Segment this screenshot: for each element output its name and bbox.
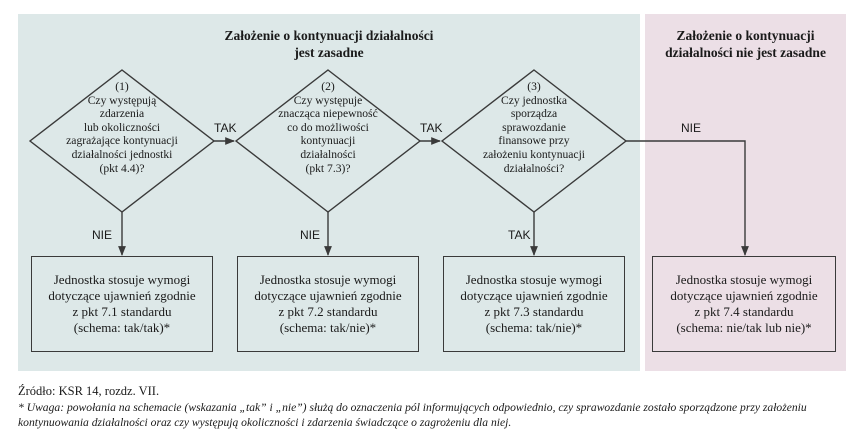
source-note: Źródło: KSR 14, rozdz. VII. (18, 384, 160, 398)
decision-1-line: Czy występują (87, 93, 157, 107)
footnote: * Uwaga: powołania na schemacie (wskazania „tak” i „nie”) służą do oznaczenia pól informujących odpowiednio, czy sprawozdanie zostało sporządzone przy założeniu kontynuowania działalności oraz czy występują okoliczności i zdarzenia świadczące o zagrożeniu dla niej. (18, 401, 807, 429)
right-heading-line-1: Założenie o kontynuacji (676, 28, 815, 43)
decision-3-line: działalności? (503, 161, 565, 175)
outcome-box-3 (443, 256, 625, 352)
decision-1-line: (pkt 4.4)? (99, 161, 145, 175)
decision-1-line: zdarzenia (99, 107, 145, 121)
outcome-3-line: dotyczące ujawnień zgodnie (460, 288, 608, 303)
left-heading-line-1: Założenie o kontynuacji działalności (224, 28, 434, 43)
outcome-1-line: z pkt 7.1 standardu (72, 304, 172, 319)
outcome-2-line: z pkt 7.2 standardu (278, 304, 378, 319)
outcome-2-line: dotyczące ujawnień zgodnie (254, 288, 402, 303)
label-d3-nie: NIE (681, 121, 702, 135)
decision-2-line: (2) (321, 80, 335, 93)
outcome-2-line: Jednostka stosuje wymogi (259, 272, 397, 287)
decision-3-line: Czy jednostka (500, 93, 567, 107)
outcome-3-line: z pkt 7.3 standardu (484, 304, 584, 319)
outcome-1-line: Jednostka stosuje wymogi (53, 272, 191, 287)
left-heading-line-2: jest zasadne (294, 45, 364, 60)
decision-2-text (258, 80, 398, 175)
outcome-4-line: Jednostka stosuje wymogi (675, 272, 813, 287)
outcome-4-line: (schema: nie/tak lub nie)* (676, 320, 812, 335)
label-d1-tak: TAK (214, 121, 237, 135)
label-d3-tak: TAK (508, 228, 531, 242)
label-d2-tak: TAK (420, 121, 443, 135)
decision-2-line: działalności (300, 147, 356, 161)
decision-3-text (464, 80, 604, 175)
outcome-box-2 (237, 256, 419, 352)
decision-1-line: (1) (115, 80, 129, 93)
decision-3-line: sporządza (510, 107, 558, 121)
outcome-3-line: (schema: tak/nie)* (485, 320, 583, 335)
decision-1-text (52, 80, 192, 175)
decision-3-line: założeniu kontynuacji (482, 147, 586, 161)
decision-3-line: sprawozdanie (502, 120, 566, 134)
decision-2-line: Czy występuje (293, 93, 363, 107)
outcome-box-4 (652, 256, 836, 352)
decision-1-line: działalności jednostki (71, 147, 173, 161)
decision-3-line: finansowe przy (498, 134, 570, 148)
decision-3-line: (3) (527, 80, 541, 93)
outcome-1-line: dotyczące ujawnień zgodnie (48, 288, 196, 303)
outcome-4-line: dotyczące ujawnień zgodnie (670, 288, 818, 303)
label-d1-nie: NIE (92, 228, 113, 242)
decision-2-line: znacząca niepewność (278, 107, 378, 121)
decision-2-line: (pkt 7.3)? (305, 161, 351, 175)
arrow-d3-to-box4 (626, 141, 745, 255)
outcome-2-line: (schema: tak/nie)* (279, 320, 377, 335)
outcome-3-line: Jednostka stosuje wymogi (465, 272, 603, 287)
outcome-1-line: (schema: tak/tak)* (73, 320, 171, 335)
decision-1-line: lub okoliczności (83, 120, 161, 134)
outcome-box-1 (31, 256, 213, 352)
decision-1-line: zagrażające kontynuacji (66, 134, 178, 148)
outcome-4-line: z pkt 7.4 standardu (694, 304, 794, 319)
right-heading-line-2: działalności nie jest zasadne (665, 45, 826, 60)
decision-2-line: co do możliwości (287, 120, 369, 134)
label-d2-nie: NIE (300, 228, 321, 242)
decision-2-line: kontynuacji (300, 134, 356, 148)
